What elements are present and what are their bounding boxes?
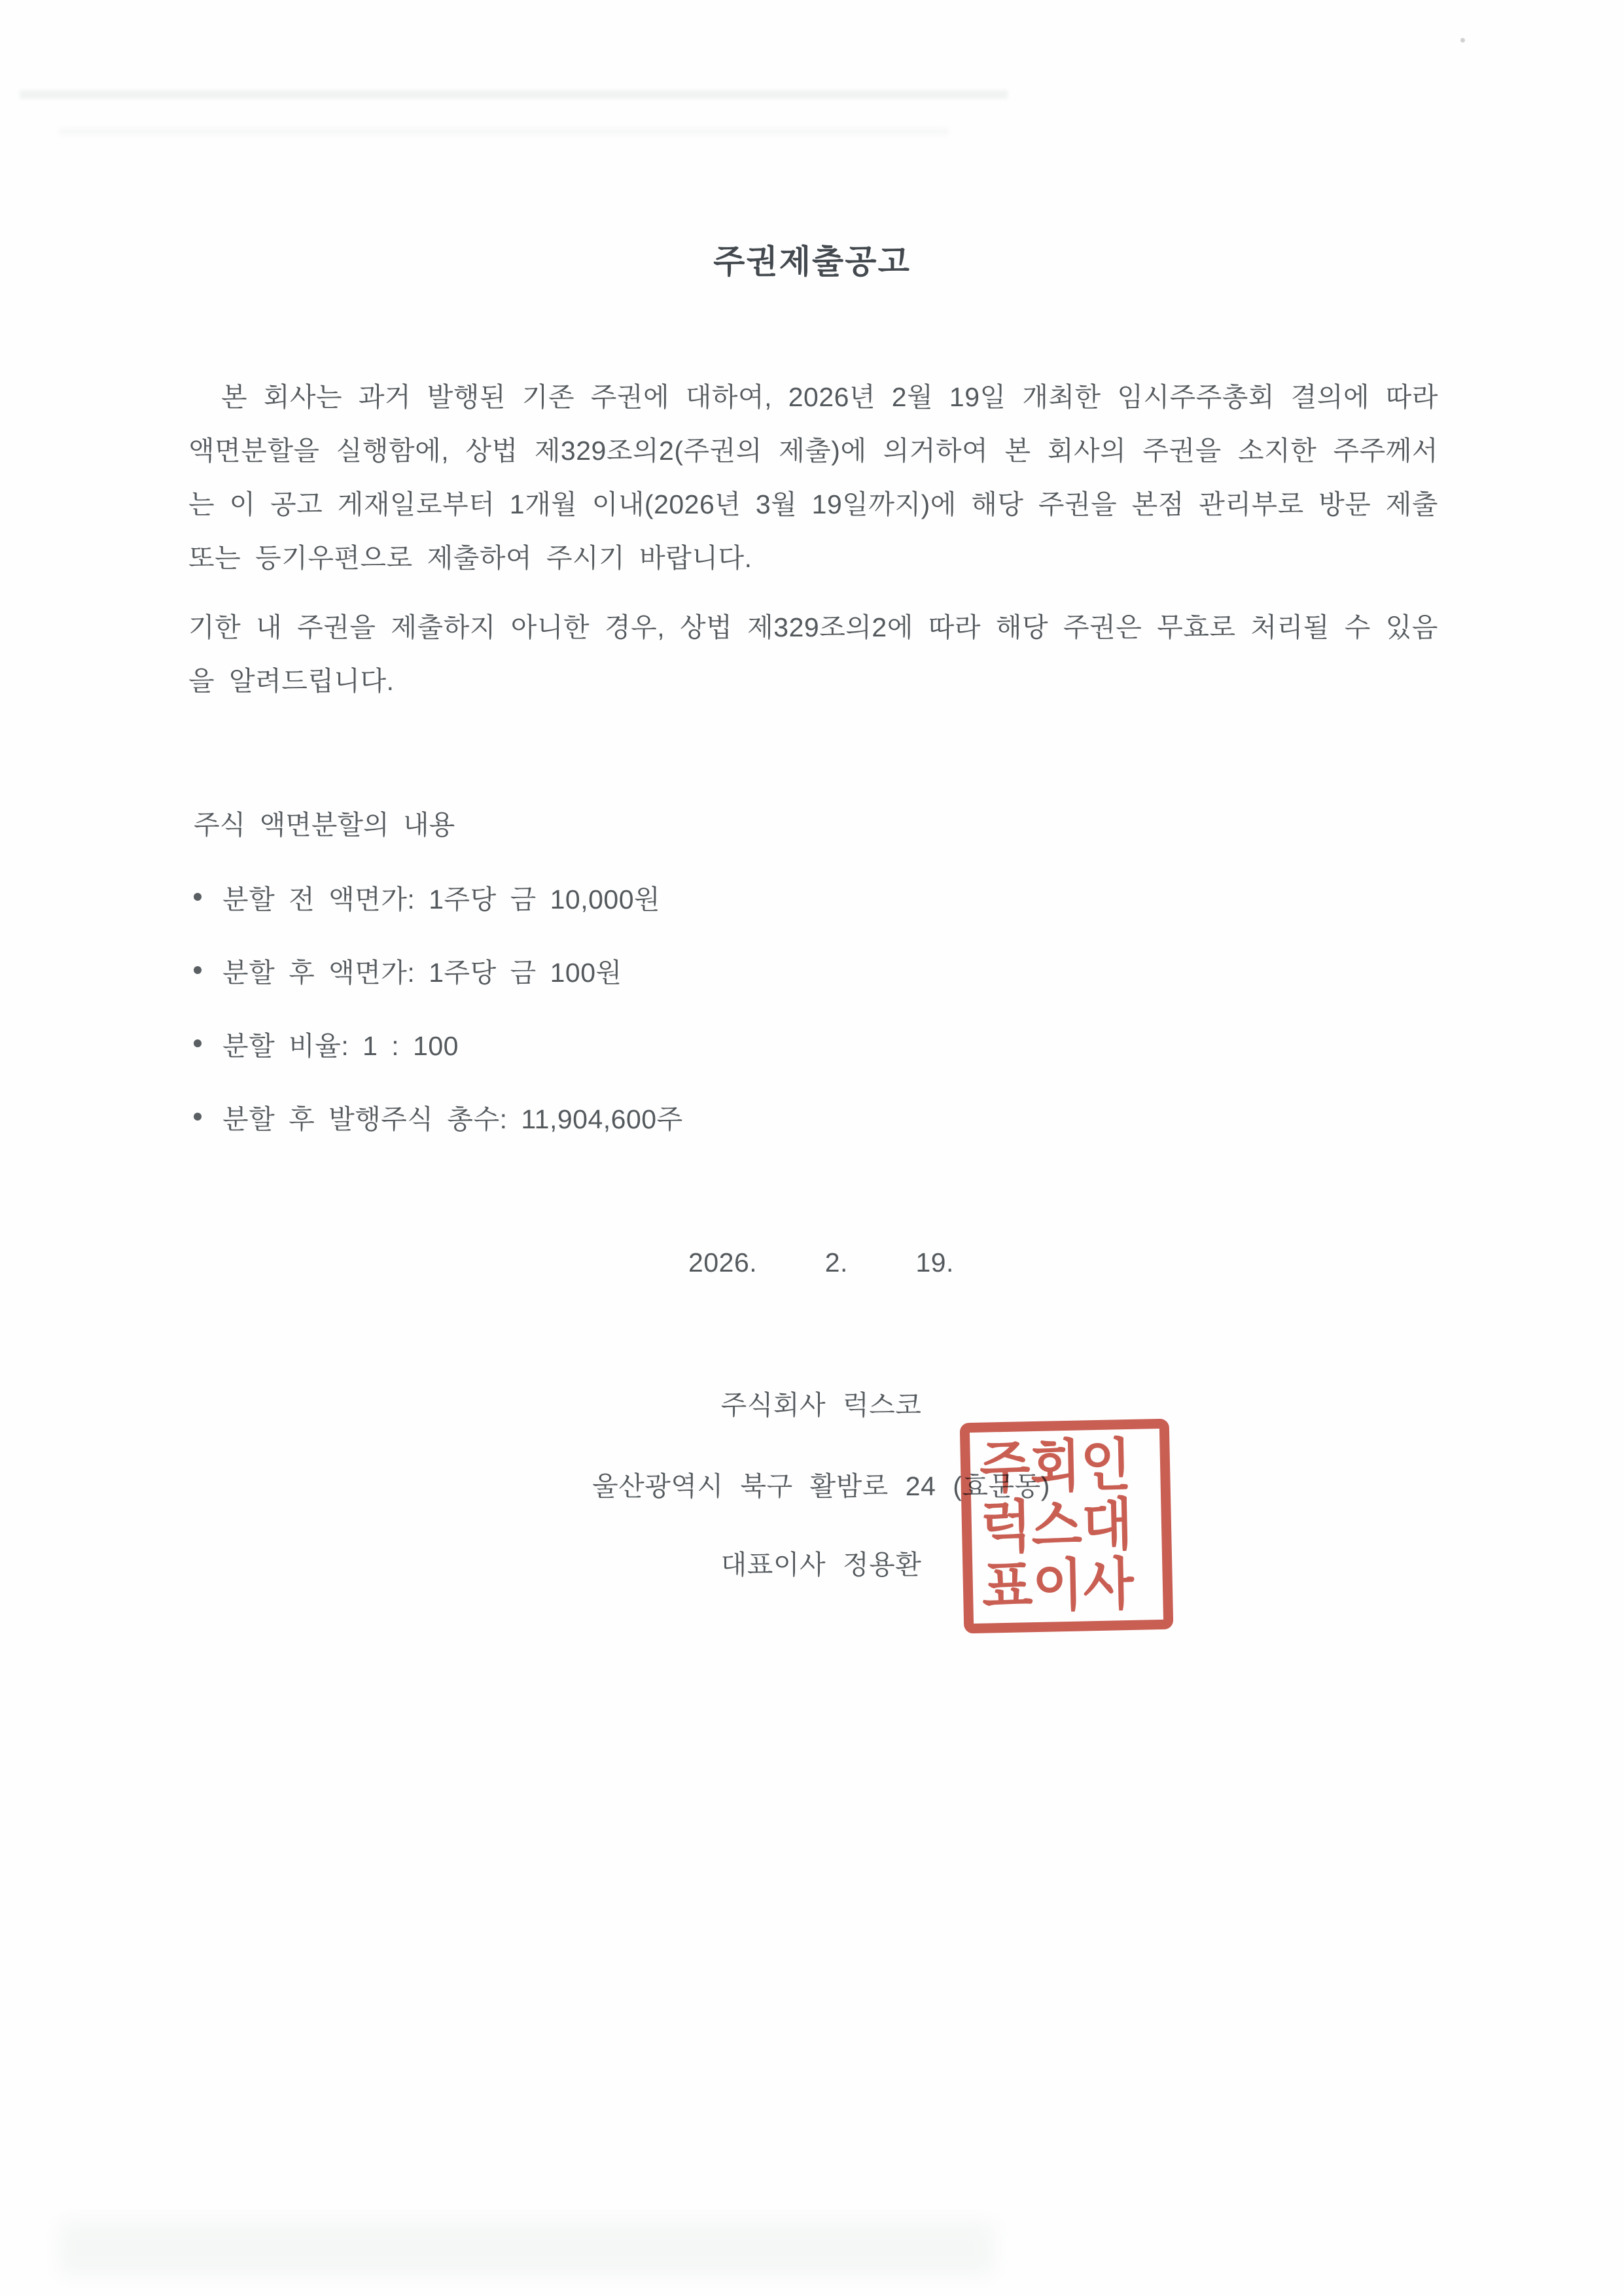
company-name: 주식회사 럭스코 <box>720 1390 922 1420</box>
list-item <box>194 870 1437 924</box>
list-item <box>194 943 1437 997</box>
body-paragraph-1: 본 회사는 과거 발행된 기존 주권에 대하여, 2026년 2월 19일 개최한 임시주주총회 결의에 따라 액면분할을 실행함에, 상법 제329조의2(주권의 제출)에 의거하여 본 회사의 주권을 소지한 주주께서는 이 공고 게재일로부터 1개월 이내(2026년 3월 19일까지)에 해당 주권을 본점 관리부로 방문 제출 또는 등기우편으로 제출하여 주시기 바랍니다. <box>188 382 1438 573</box>
body-paragraph-2: 기한 내 주권을 제출하지 아니한 경우, 상법 제329조의2에 따라 해당 주권은 무효로 처리될 수 있음을 알려드립니다. <box>188 612 1438 696</box>
seal-row: 주회인 <box>979 1433 1132 1500</box>
list-item <box>194 1090 1437 1143</box>
page-title: 주권제출공고 <box>713 243 911 280</box>
scan-artifact-bottom-ghost <box>59 2221 995 2276</box>
bullet-dot-icon <box>194 893 202 901</box>
scan-artifact-top-band <box>20 90 1008 99</box>
seal-row: 럭스대 <box>980 1493 1133 1559</box>
bullet-dot-icon <box>194 1039 202 1047</box>
list-item-text: 분할 후 발행주식 총수: 11,904,600주 <box>222 1104 683 1134</box>
list-item-text: 분할 후 액면가: 1주당 금 100원 <box>222 957 622 988</box>
bullet-dot-icon <box>194 966 202 974</box>
list-item <box>194 1017 1437 1070</box>
scan-artifact-top-band-2 <box>59 128 949 135</box>
corporate-seal-stamp <box>960 1419 1174 1634</box>
notice-date: 2026. 2. 19. <box>688 1247 954 1278</box>
scan-artifact-speck <box>1460 38 1465 43</box>
section-heading: 주식 액면분할의 내용 <box>194 810 455 840</box>
ceo-name: 대표이사 정용환 <box>720 1550 922 1580</box>
seal-row: 표이사 <box>981 1552 1135 1618</box>
company-address: 울산광역시 북구 활밤로 24 (효문동) <box>592 1471 1050 1501</box>
split-details-list <box>194 870 1437 1163</box>
list-item-text: 분할 전 액면가: 1주당 금 10,000원 <box>222 884 661 914</box>
list-item-text: 분할 비율: 1 : 100 <box>222 1030 459 1061</box>
bullet-dot-icon <box>194 1113 202 1121</box>
